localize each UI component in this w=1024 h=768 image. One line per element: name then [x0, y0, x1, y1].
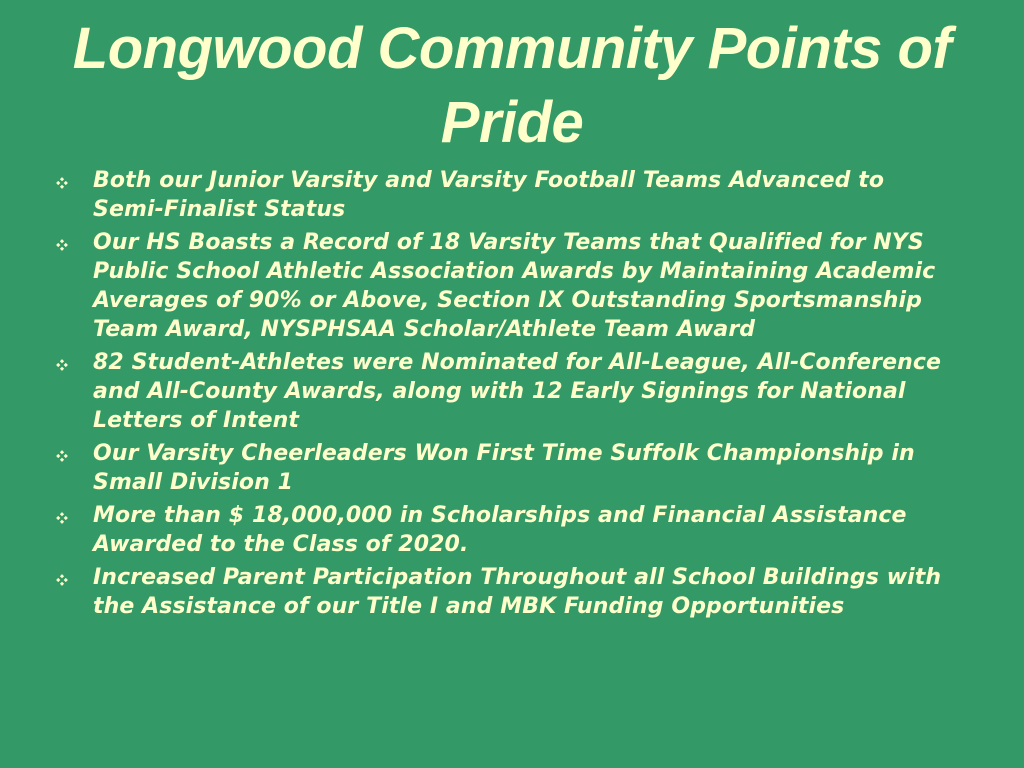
diamond-bullet-icon — [56, 574, 68, 586]
diamond-mark — [64, 243, 68, 247]
diamond-mark — [60, 359, 64, 363]
diamond-bullet-icon — [56, 359, 68, 371]
diamond-mark — [56, 363, 60, 367]
diamond-mark — [56, 243, 60, 247]
diamond-bullet-shape — [56, 574, 68, 586]
bullet-text: Both our Junior Varsity and Varsity Football Teams Advanced to Semi-Finalist Status — [93, 168, 885, 222]
bullet-text: 82 Student-Athletes were Nominated for All-League, All-Conference and All-County Awards, along with 12 Early Signings for National Letters of Intent — [93, 350, 942, 433]
bullet-item — [52, 228, 962, 344]
diamond-mark — [60, 239, 64, 243]
diamond-mark — [60, 512, 64, 516]
diamond-mark — [64, 454, 68, 458]
bullet-item — [52, 166, 962, 224]
bullet-item — [52, 439, 962, 497]
bullet-item — [52, 501, 962, 559]
diamond-bullet-shape — [56, 512, 68, 524]
diamond-bullet-icon — [56, 239, 68, 251]
diamond-mark — [56, 578, 60, 582]
diamond-mark — [60, 574, 64, 578]
diamond-mark — [56, 454, 60, 458]
diamond-mark — [60, 520, 64, 524]
diamond-bullet-icon — [56, 450, 68, 462]
diamond-mark — [64, 363, 68, 367]
bullet-item — [52, 348, 962, 435]
diamond-mark — [60, 582, 64, 586]
diamond-bullet-shape — [56, 359, 68, 371]
bullet-text: Our Varsity Cheerleaders Won First Time Suffolk Championship in Small Division 1 — [93, 441, 915, 495]
diamond-mark — [56, 181, 60, 185]
diamond-mark — [60, 185, 64, 189]
bullet-text: Our HS Boasts a Record of 18 Varsity Teams that Qualified for NYS Public School Athletic Association Awards by Maintaining Academic Averages of 90% or Above, Section IX Outstanding Sportsmanship Team Award, NYSPHSAA Scholar/Athlete Team Award — [93, 230, 936, 342]
diamond-bullet-shape — [56, 177, 68, 189]
bullet-list — [52, 166, 962, 625]
diamond-mark — [56, 516, 60, 520]
bullet-item — [52, 563, 962, 621]
diamond-mark — [64, 181, 68, 185]
diamond-mark — [60, 177, 64, 181]
diamond-bullet-icon — [56, 177, 68, 189]
diamond-mark — [60, 458, 64, 462]
diamond-bullet-shape — [56, 239, 68, 251]
diamond-bullet-shape — [56, 450, 68, 462]
bullet-text: More than $ 18,000,000 in Scholarships and Financial Assistance Awarded to the Class of 2020. — [93, 503, 907, 557]
diamond-mark — [64, 516, 68, 520]
diamond-mark — [60, 247, 64, 251]
slide-title: Longwood Community Points of Pride — [72, 16, 952, 155]
diamond-mark — [60, 450, 64, 454]
diamond-mark — [60, 367, 64, 371]
bullet-text: Increased Parent Participation Throughout all School Buildings with the Assistance of our Title I and MBK Funding Opportunities — [93, 565, 942, 619]
diamond-bullet-icon — [56, 512, 68, 524]
diamond-mark — [64, 578, 68, 582]
